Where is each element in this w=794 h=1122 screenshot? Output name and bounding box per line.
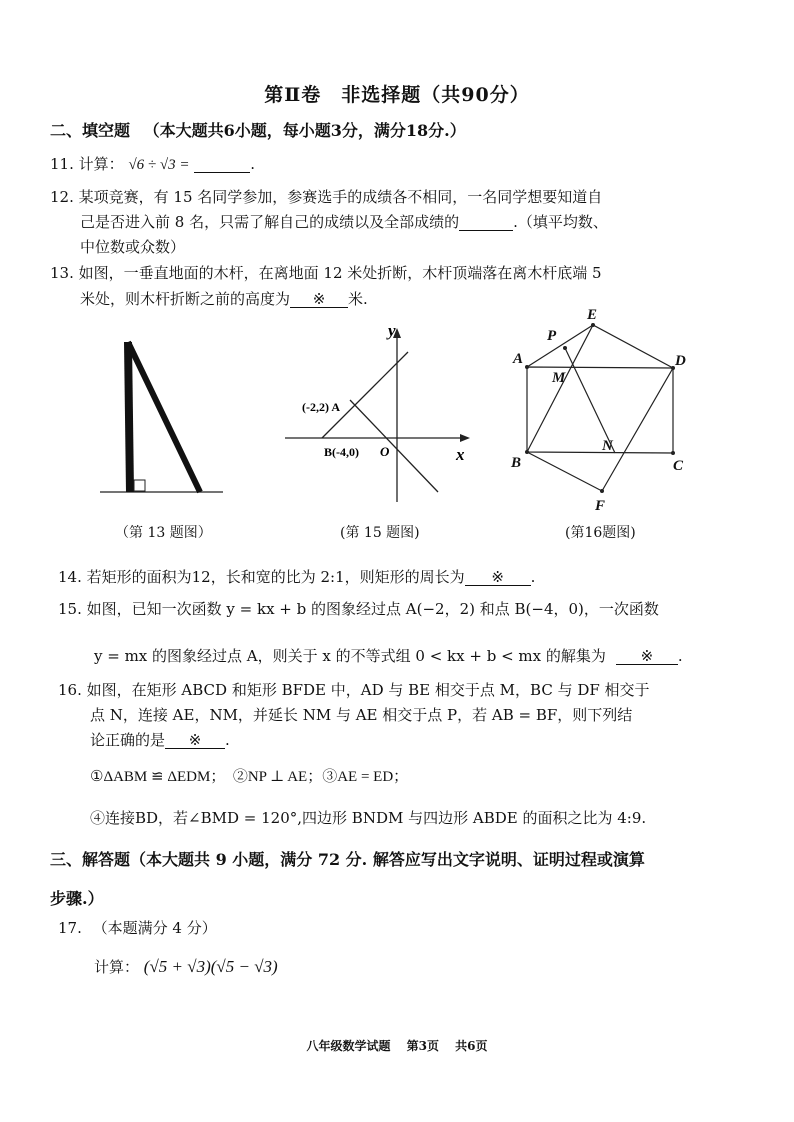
question-16	[58, 679, 650, 700]
question-12	[50, 186, 602, 207]
question-text-line-2: 己是否进入前 8 名，只需了解自己的成绩以及全部成绩的	[80, 213, 460, 231]
punctuation: .	[225, 731, 230, 749]
label-point-b: B(-4,0)	[324, 445, 359, 459]
question-11	[50, 153, 255, 174]
rectangle-bfde	[527, 325, 673, 491]
question-text-line-1: 如图，已知一次函数 y = kx + b 的图象经过点 A(−2，2) 和点 B(−4，0)，一次函数	[86, 600, 659, 618]
label-d: D	[675, 353, 686, 369]
question-15	[58, 598, 659, 619]
pole-broken	[128, 342, 200, 492]
answer-blank: ※	[616, 648, 678, 665]
question-number: 14.	[58, 568, 82, 586]
section-2-note: （本大题共6小题，每小题3分，满分18分.）	[143, 121, 466, 140]
vertex-e	[591, 323, 595, 327]
figure-15	[280, 320, 480, 510]
line-kx-plus-b	[322, 352, 408, 438]
question-text-line-2: 米处，则木杆折断之前的高度为	[80, 290, 291, 308]
figure-13-caption: （第 13 题图）	[115, 525, 212, 541]
question-text-tail: 米.	[348, 290, 368, 308]
question-17-body	[94, 956, 278, 977]
vertex-c	[671, 451, 675, 455]
label-c: C	[673, 458, 684, 474]
label-b: B	[511, 455, 522, 471]
question-number: 17.	[58, 919, 82, 937]
vertex-a	[525, 365, 529, 369]
answer-blank: ※	[465, 569, 531, 586]
question-text-line-1: 某项竞赛，有 15 名同学参加，参赛选手的成绩各不相同，一名同学想要知道自	[78, 188, 603, 206]
punctuation: .	[677, 647, 683, 665]
label-y: y	[388, 321, 396, 340]
section-2-title: 二、填空题	[50, 121, 131, 140]
question-text-line-2: y = mx 的图象经过点 A，则关于 x 的不等式组 0 < kx + b < mx 的解集为	[94, 647, 606, 665]
label-point-a: (-2,2) A	[302, 400, 340, 414]
question-12-line-3: 中位数或众数）	[80, 238, 186, 256]
question-16-option-4: ④连接BD，若∠BMD = 120°,四边形 BNDM 与四边形 ABDE 的面积之比为 4:9.	[90, 809, 647, 827]
question-17	[58, 917, 217, 938]
figure-13	[95, 330, 225, 505]
question-14	[58, 566, 535, 587]
question-16-options: ①ΔABM ≌ ΔEDM； ②NP ⊥ AE；③AE = ED；	[90, 769, 409, 785]
page-footer: 八年级数学试题 第3页 共6页	[306, 1039, 488, 1053]
x-axis-arrow	[460, 434, 470, 442]
figure-16-caption: (第16题图)	[565, 525, 636, 541]
question-text-tail: .（填平均数、	[513, 213, 608, 231]
label-m: M	[552, 370, 566, 386]
question-12-line-2	[80, 211, 608, 232]
figure-16-lines	[527, 325, 673, 491]
punctuation: .	[250, 155, 256, 173]
label-e: E	[587, 307, 598, 323]
label-n: N	[602, 438, 613, 454]
answer-blank	[194, 156, 250, 173]
question-number: 12.	[50, 188, 74, 206]
question-text: 计算：	[78, 155, 124, 173]
page-title: 第Ⅱ卷 非选择题（共90分）	[264, 84, 530, 106]
section-2-heading	[50, 118, 466, 141]
right-angle-mark	[134, 480, 145, 491]
question-number: 16.	[58, 681, 82, 699]
label-f: F	[595, 498, 606, 514]
question-number: 15.	[58, 600, 82, 618]
figure-16	[505, 305, 705, 515]
answer-blank	[459, 214, 513, 231]
question-text-line-1: 如图，在矩形 ABCD 和矩形 BFDE 中，AD 与 BE 相交于点 M，BC 与 DF 相交于	[86, 681, 650, 699]
question-number: 13.	[50, 264, 74, 282]
label-x: x	[456, 445, 465, 464]
math-expression: √6 ÷ √3 =	[128, 157, 190, 173]
punctuation: .	[530, 568, 536, 586]
label-a: A	[513, 351, 524, 367]
question-16-line-2: 点 N，连接 AE，NM，并延长 NM 与 AE 相交于点 P，若 AB = BF，则下列结	[90, 706, 633, 724]
segment-ae	[527, 325, 593, 367]
answer-blank: ※	[165, 732, 225, 749]
question-13	[50, 262, 602, 283]
question-text: 若矩形的面积为12，长和宽的比为 2:1，则矩形的周长为	[86, 568, 465, 586]
question-15-line-2	[94, 645, 683, 666]
question-16-line-3	[90, 729, 230, 750]
vertex-f	[600, 489, 604, 493]
question-text-line-1: 如图，一垂直地面的木杆，在离地面 12 米处折断，木杆顶端落在离木杆底端 5	[78, 264, 602, 282]
label-origin: O	[380, 444, 390, 459]
question-text: 计算：	[94, 958, 140, 976]
figure-15-caption: (第 15 题图)	[340, 525, 420, 541]
question-text-line-3: 论正确的是	[90, 731, 166, 749]
pole-upright	[128, 342, 130, 492]
section-3-heading-line-2: 步骤.）	[50, 889, 104, 908]
math-expression: (√5 + √3)(√5 − √3)	[143, 957, 278, 976]
vertex-b	[525, 450, 529, 454]
label-p: P	[547, 328, 557, 344]
question-number: 11.	[50, 155, 74, 173]
section-3-heading: 三、解答题（本大题共 9 小题，满分 72 分. 解答应写出文字说明、证明过程或演算	[50, 850, 645, 869]
line-mx	[350, 400, 438, 492]
vertex-p	[563, 346, 567, 350]
question-note: （本题满分 4 分）	[92, 919, 217, 937]
answer-blank: ※	[290, 291, 348, 308]
figure-16-vertices	[525, 323, 675, 493]
question-13-line-2	[80, 288, 368, 309]
